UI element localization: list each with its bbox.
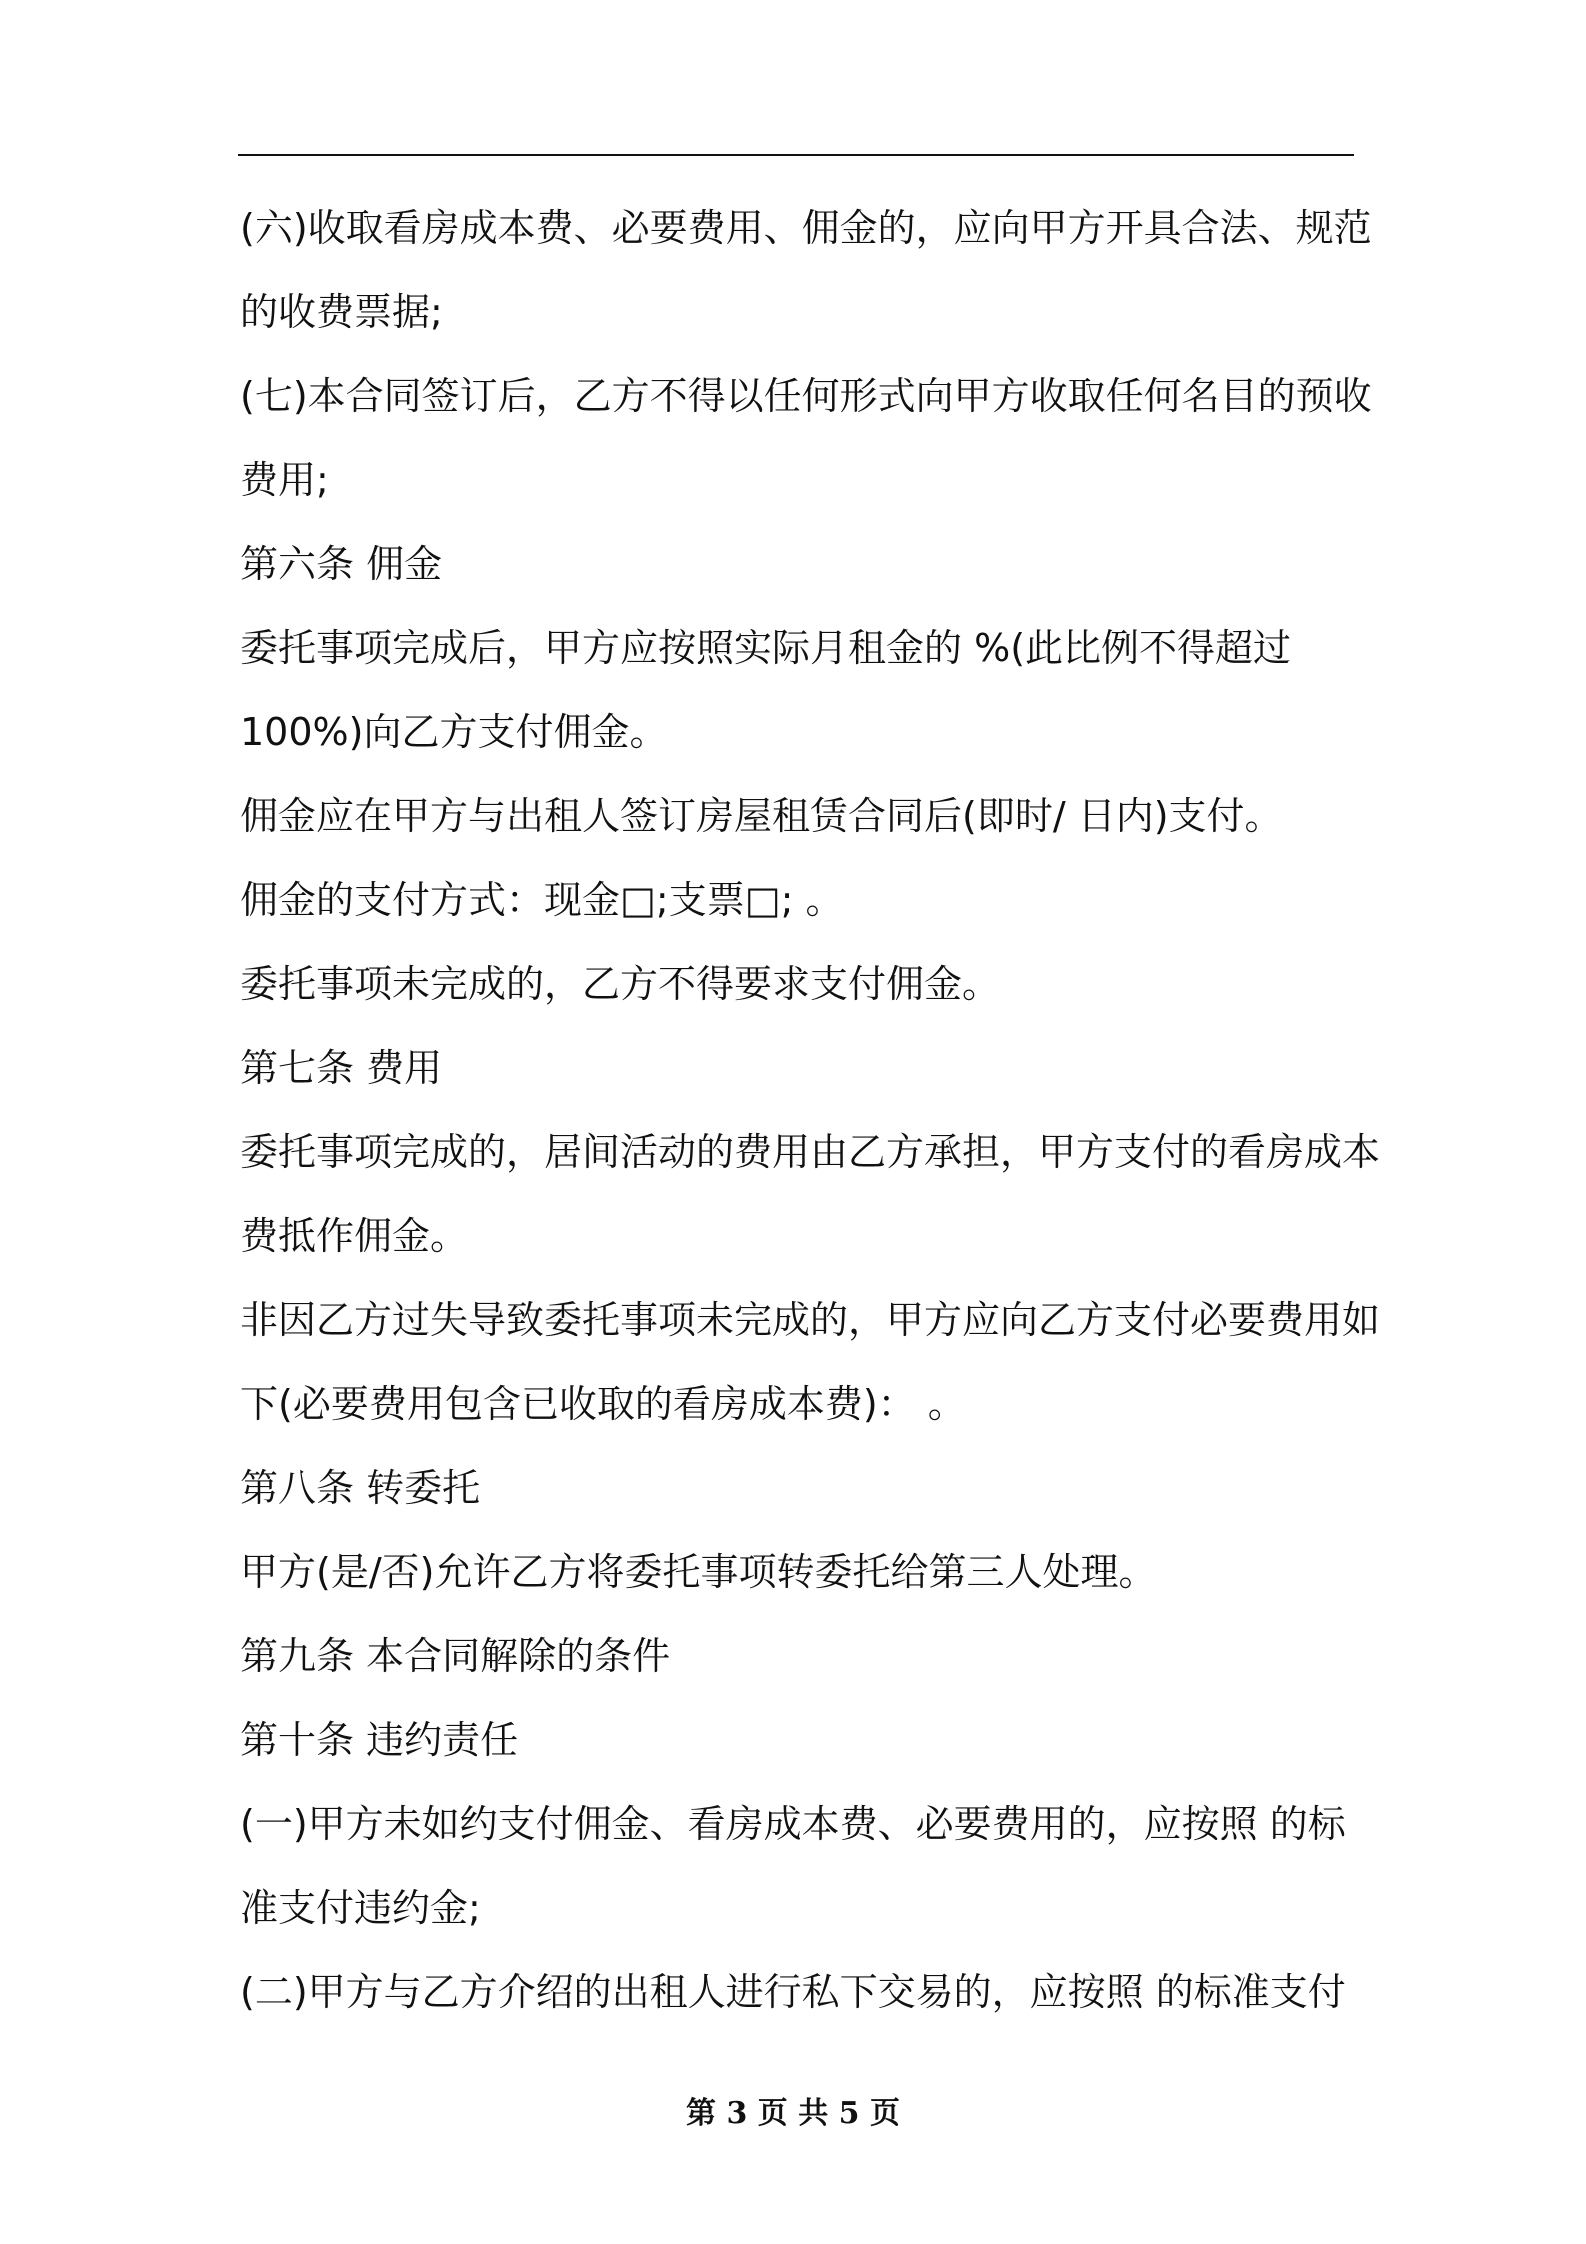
- text-line: (一)甲方未如约支付佣金、看房成本费、必要费用的，应按照 的标: [240, 1802, 1346, 1846]
- text-line: 下(必要费用包含已收取的看房成本费)： 。: [240, 1382, 966, 1426]
- section-heading: 第十条 违约责任: [240, 1718, 519, 1762]
- text-line: 100%)向乙方支付佣金。: [240, 710, 668, 754]
- section-heading: 第六条 佣金: [240, 542, 443, 586]
- text-line: (二)甲方与乙方介绍的出租人进行私下交易的，应按照 的标准支付: [240, 1970, 1346, 2014]
- text-line: 佣金的支付方式：现金□;支票□; 。: [240, 878, 844, 922]
- header-rule: [238, 154, 1354, 156]
- text-line: 甲方(是/否)允许乙方将委托事项转委托给第三人处理。: [240, 1550, 1157, 1594]
- section-heading: 第七条 费用: [240, 1046, 443, 1090]
- text-line: 准支付违约金;: [240, 1886, 481, 1930]
- section-heading: 第九条 本合同解除的条件: [240, 1634, 671, 1678]
- text-line: 费用;: [240, 458, 329, 502]
- text-line: 的收费票据;: [240, 290, 443, 334]
- section-heading: 第八条 转委托: [240, 1466, 481, 1510]
- text-line: 委托事项完成后，甲方应按照实际月租金的 %(此比例不得超过: [240, 626, 1292, 670]
- page-number: 第 3 页 共 5 页: [686, 2096, 900, 2131]
- text-line: 委托事项完成的，居间活动的费用由乙方承担，甲方支付的看房成本: [240, 1130, 1381, 1174]
- text-line: 非因乙方过失导致委托事项未完成的，甲方应向乙方支付必要费用如: [240, 1298, 1381, 1342]
- text-line: 委托事项未完成的，乙方不得要求支付佣金。: [240, 962, 1001, 1006]
- text-line: 费抵作佣金。: [240, 1214, 469, 1258]
- text-line: 佣金应在甲方与出租人签订房屋租赁合同后(即时/ 日内)支付。: [240, 794, 1283, 838]
- text-line: (七)本合同签订后，乙方不得以任何形式向甲方收取任何名目的预收: [240, 374, 1372, 418]
- text-line: (六)收取看房成本费、必要费用、佣金的，应向甲方开具合法、规范: [240, 206, 1372, 250]
